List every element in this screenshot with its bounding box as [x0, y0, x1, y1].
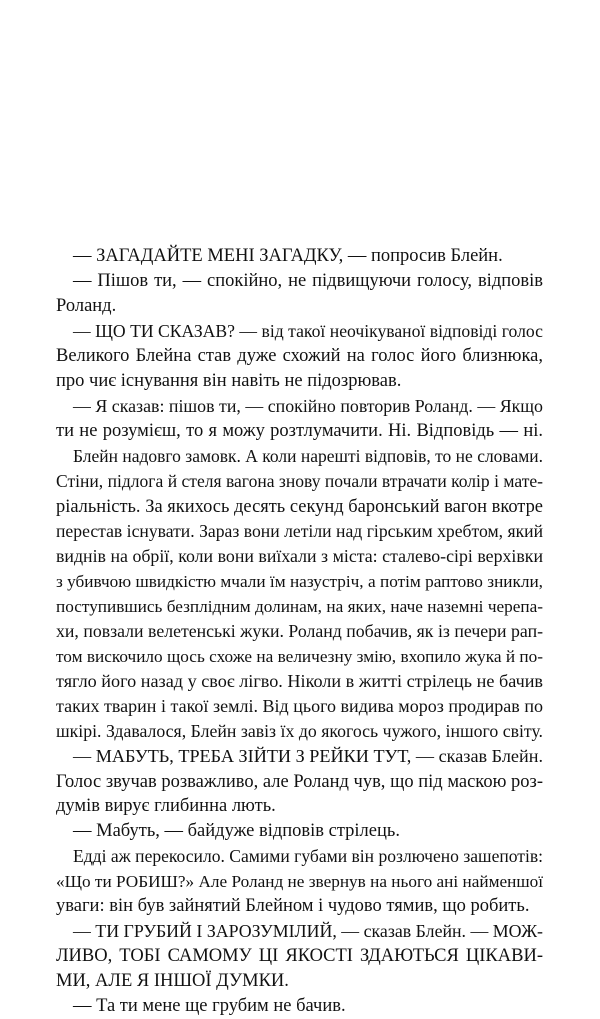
- text-line: хи, повзали велетенські жуки. Роланд побачив, як із печери рап-: [56, 621, 543, 641]
- text-line: МИ, АЛЕ Я ІНШОЇ ДУМКИ.: [56, 971, 289, 991]
- text-line: Голос звучав розважливо, але Роланд чув, що під маскою роз-: [56, 771, 543, 791]
- text-line: — ЗАГАДАЙТЕ МЕНІ ЗАГАДКУ, — попросив Блейн.: [73, 246, 503, 266]
- text-line: думів вирує глибинна лють.: [56, 796, 276, 816]
- text-line: ти не розумієш, то я можу розтлумачити. Ні. Відповідь — ні.: [56, 421, 543, 441]
- text-line: з убивчою швидкістю мчали їм назустріч, а потім раптово зникли,: [56, 572, 543, 591]
- body-text: [56, 244, 543, 1019]
- text-line: — МАБУТЬ, ТРЕБА ЗІЙТИ З РЕЙКИ ТУТ, — сказав Блейн.: [73, 746, 543, 766]
- text-line: таких тварин і такої землі. Від цього видива мороз продирав по: [56, 696, 543, 716]
- text-line: — Та ти мене ще грубим не бачив.: [73, 996, 346, 1016]
- text-line: поступившись безплідним долинам, на яких, наче наземні черепа-: [56, 597, 543, 616]
- text-line: виднів на обрії, коли вони виїхали з міста: сталево-сірі верхівки: [56, 546, 543, 566]
- text-line: перестав існувати. Зараз вони летіли над гірським хребтом, який: [56, 521, 543, 541]
- text-line: про чиє існування він навіть не підозрював.: [56, 371, 402, 391]
- text-line: — ЩО ТИ СКАЗАВ? — від такої неочікуваної відповіді голос: [73, 321, 543, 341]
- text-line: уваги: він був зайнятий Блейном і чудово тямив, що робить.: [56, 896, 530, 916]
- text-line: Стіни, підлога й стеля вагона знову почали втрачати колір і мате-: [56, 471, 543, 491]
- text-line: ЛИВО, ТОБІ САМОМУ ЦІ ЯКОСТІ ЗДАЮТЬСЯ ЦІКАВИ-: [56, 946, 543, 966]
- text-line: — Я сказав: пішов ти, — спокійно повторив Роланд. — Якщо: [73, 396, 543, 416]
- text-line: ріальність. За якихось десять секунд баронський вагон вкотре: [56, 496, 543, 516]
- text-line: Великого Блейна став дуже схожий на голос його близнюка,: [56, 346, 543, 366]
- text-line: шкірі. Здавалося, Блейн завіз їх до якогось чужого, іншого світу.: [56, 721, 543, 741]
- text-line: Блейн надовго замовк. А коли нарешті відповів, то не словами.: [73, 446, 543, 466]
- text-line: — Пішов ти, — спокійно, не підвищуючи голосу, відповів: [73, 271, 543, 291]
- text-line: том вискочило щось схоже на величезну змію, вхопило жука й по-: [56, 647, 543, 666]
- text-line: «Що ти РОБИШ?» Але Роланд не звернув на нього ані найменшої: [56, 872, 543, 891]
- text-line: — Мабуть, — байдуже відповів стрілець.: [73, 821, 400, 841]
- text-line: тягло його назад у своє лігво. Ніколи в житті стрілець не бачив: [56, 671, 543, 691]
- text-line: Роланд.: [56, 296, 117, 316]
- text-line: — ТИ ГРУБИЙ І ЗАРОЗУМІЛИЙ, — сказав Блейн. — МОЖ-: [73, 921, 543, 941]
- text-line: Едді аж перекосило. Самими губами він розлючено зашепотів:: [73, 846, 543, 866]
